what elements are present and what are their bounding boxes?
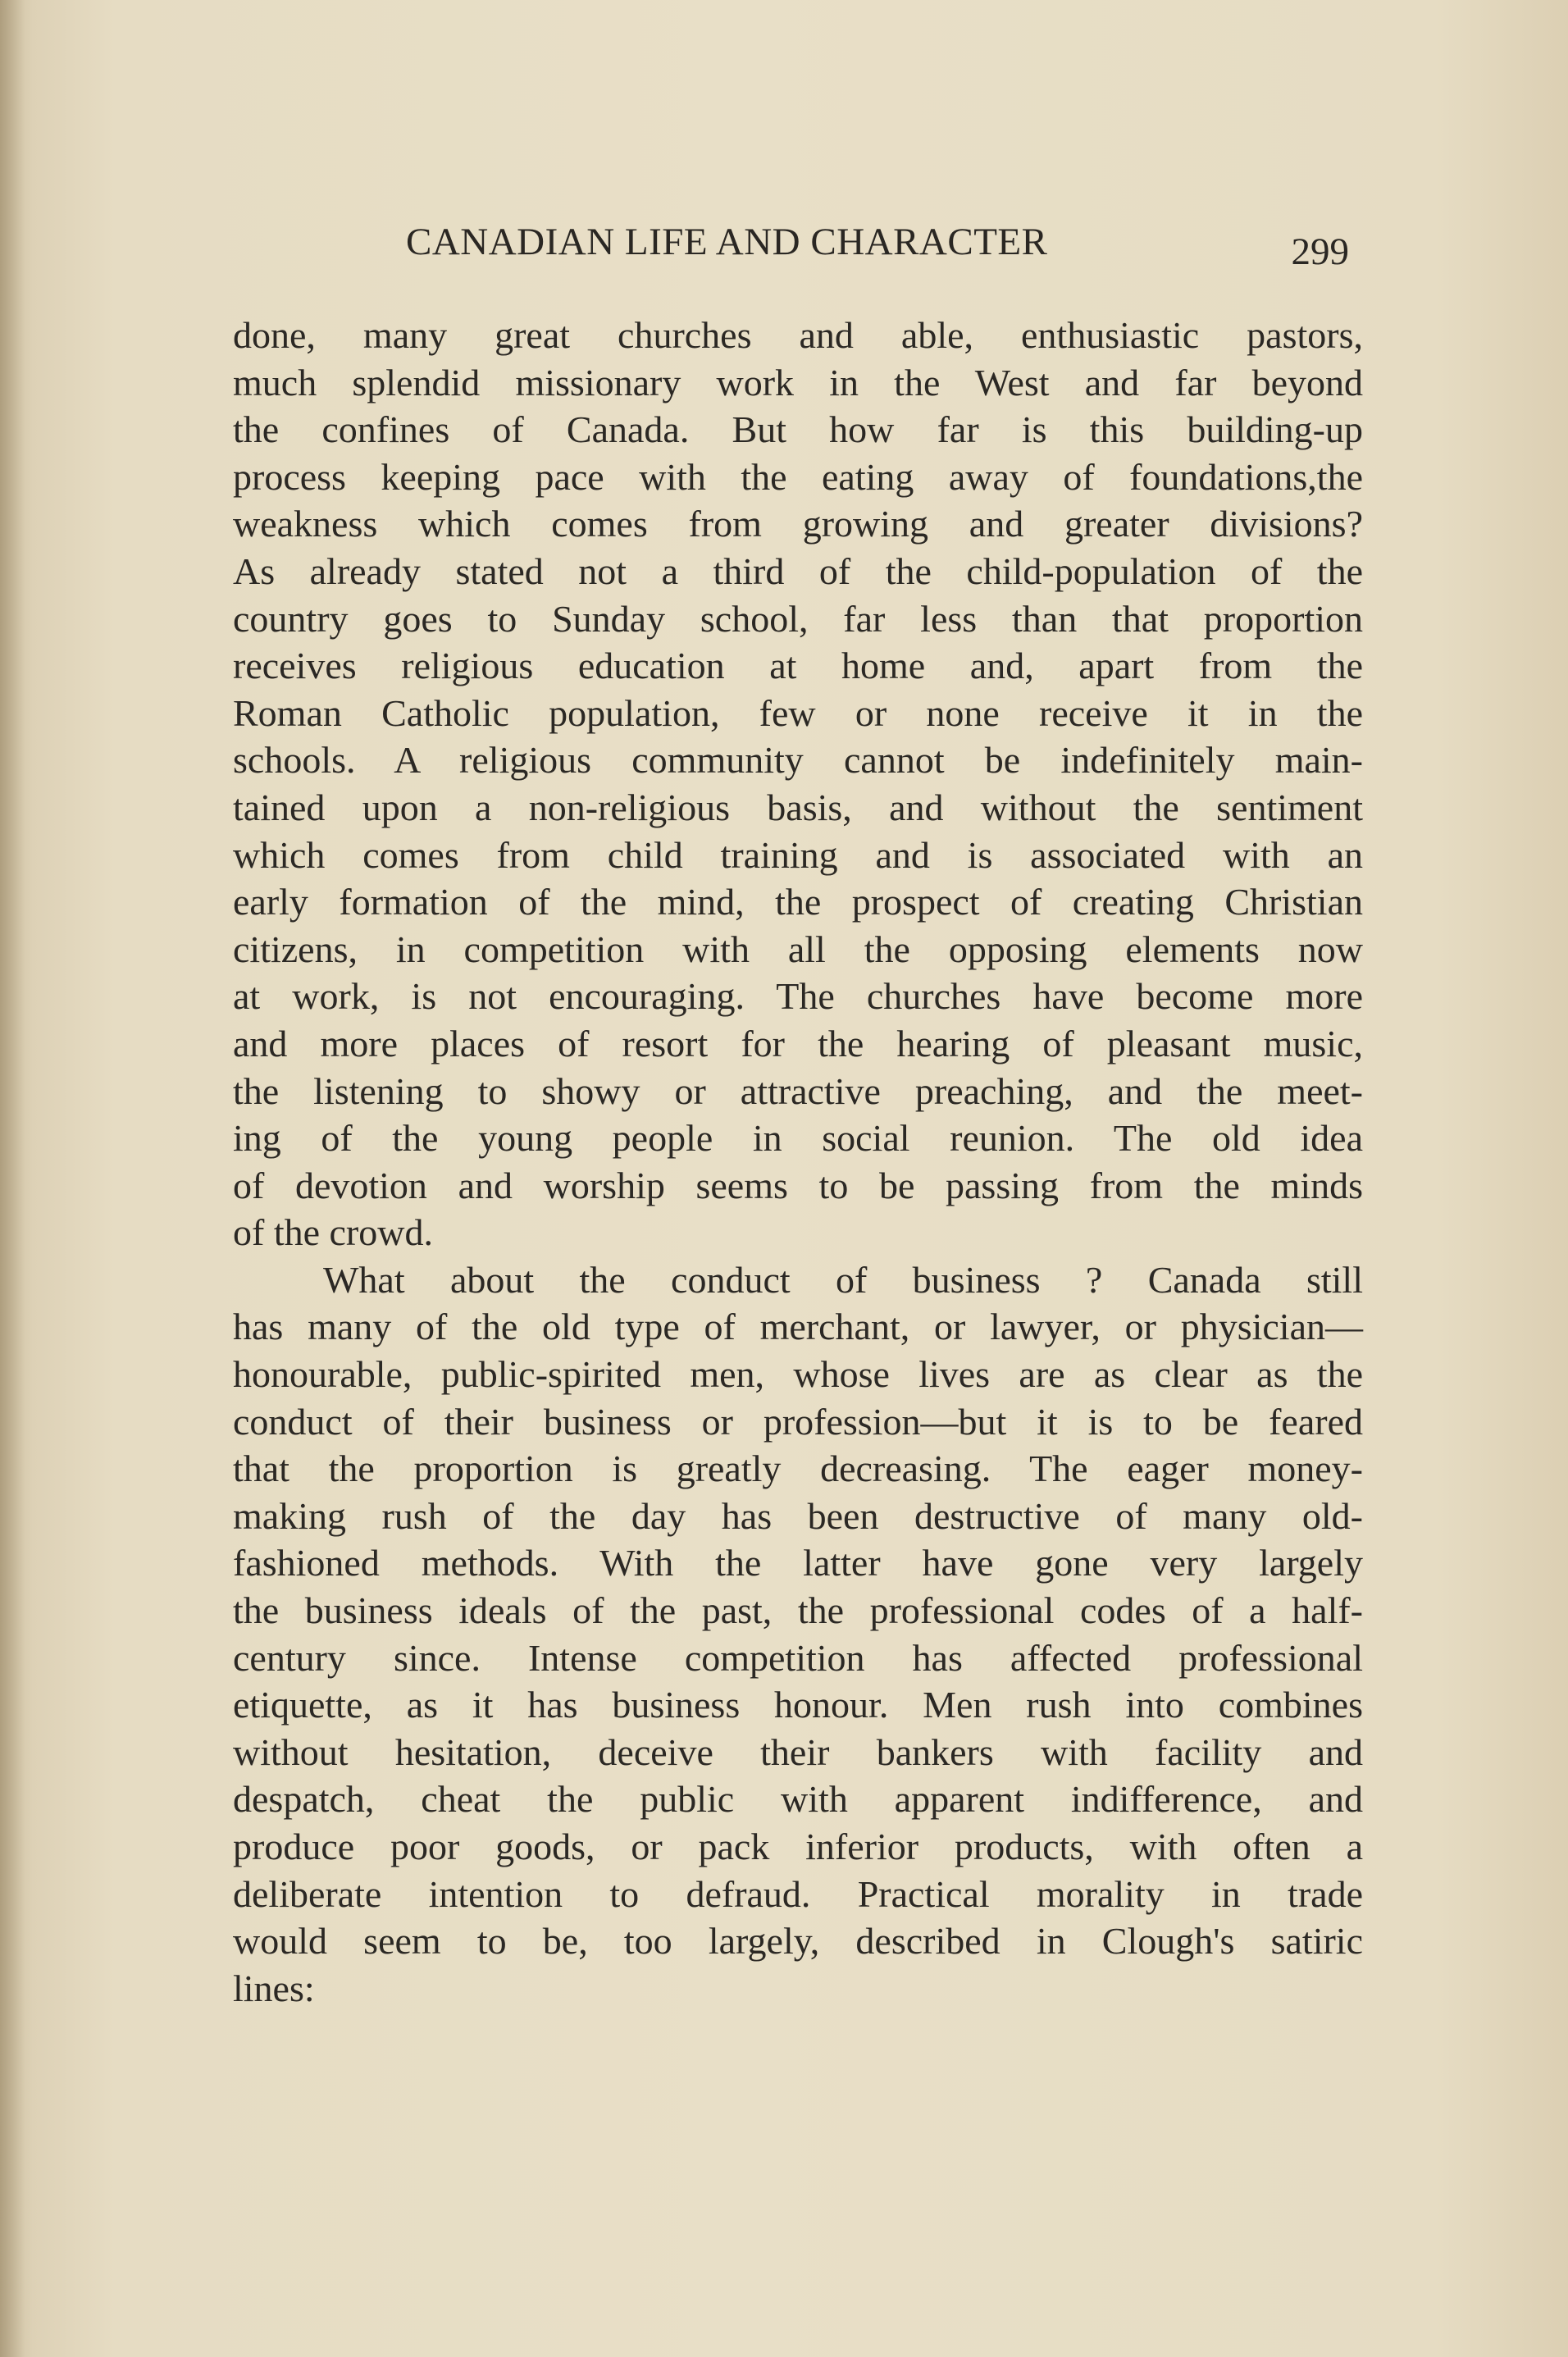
page-gutter-shadow xyxy=(0,0,25,2357)
text-line: etiquette, as it has business honour. Men rush into combines xyxy=(233,1684,1363,1726)
page-header xyxy=(406,220,1349,285)
text-line: conduct of their business or profession—but it is to be feared xyxy=(233,1400,1363,1443)
text-line: lines: xyxy=(233,1967,315,2009)
text-line: the confines of Canada. But how far is this building-up xyxy=(233,408,1363,451)
running-head: CANADIAN LIFE AND CHARACTER xyxy=(406,221,1048,263)
text-line: tained upon a non-religious basis, and without the sentiment xyxy=(233,786,1363,828)
text-line: at work, is not encouraging. The churches have become more xyxy=(233,975,1363,1018)
text-line: citizens, in competition with all the opposing elements now xyxy=(233,928,1363,970)
text-line: ing of the young people in social reunion. The old idea xyxy=(233,1117,1363,1160)
text-line: What about the conduct of business ? Canada still xyxy=(323,1258,1363,1301)
text-line: done, many great churches and able, enthusiastic pastors, xyxy=(233,314,1363,356)
text-line: receives religious education at home and, apart from the xyxy=(233,645,1363,687)
text-line: century since. Intense competition has affected professional xyxy=(233,1636,1363,1679)
text-line: without hesitation, deceive their bankers with facility and xyxy=(233,1730,1363,1773)
paragraph-1 xyxy=(233,312,1363,1256)
text-line: of devotion and worship seems to be passing from the minds xyxy=(233,1164,1363,1206)
text-line: produce poor goods, or pack inferior products, with often a xyxy=(233,1826,1363,1867)
text-line: early formation of the mind, the prospect of creating Christian xyxy=(233,881,1363,923)
text-line: and more places of resort for the hearing of pleasant music, xyxy=(233,1022,1363,1065)
text-line: Roman Catholic population, few or none receive it in the xyxy=(233,691,1363,734)
text-line: As already stated not a third of the child-population of the xyxy=(233,549,1363,592)
text-line: making rush of the day has been destructive of many old- xyxy=(233,1494,1363,1537)
text-line: fashioned methods. With the latter have gone very largely xyxy=(233,1542,1363,1584)
text-line: honourable, public-spirited men, whose lives are as clear as the xyxy=(233,1353,1363,1396)
text-line: the listening to showy or attractive preaching, and the meet- xyxy=(233,1069,1363,1112)
text-line: country goes to Sunday school, far less than that proportion xyxy=(233,597,1363,640)
text-line: schools. A religious community cannot be indefinitely main- xyxy=(233,739,1363,782)
text-line: which comes from child training and is associated with an xyxy=(233,833,1363,876)
body-text xyxy=(233,312,1363,2012)
text-line: deliberate intention to defraud. Practical morality in trade xyxy=(233,1872,1363,1915)
text-line: process keeping pace with the eating away of foundations,the xyxy=(233,455,1363,498)
page-number: 299 xyxy=(1291,230,1349,273)
paragraph-2 xyxy=(233,1256,1363,2013)
text-line: despatch, cheat the public with apparent indifference, and xyxy=(233,1778,1363,1821)
text-line: the business ideals of the past, the professional codes of a half- xyxy=(233,1589,1363,1632)
text-line: that the proportion is greatly decreasing. The eager money- xyxy=(233,1447,1363,1490)
text-line: of the crowd. xyxy=(233,1211,433,1254)
text-line: has many of the old type of merchant, or lawyer, or physician— xyxy=(233,1306,1363,1348)
text-line: much splendid missionary work in the West and far beyond xyxy=(233,361,1363,403)
text-line: would seem to be, too largely, described in Clough's satiric xyxy=(233,1920,1363,1963)
text-line: weakness which comes from growing and greater divisions? xyxy=(233,503,1363,545)
